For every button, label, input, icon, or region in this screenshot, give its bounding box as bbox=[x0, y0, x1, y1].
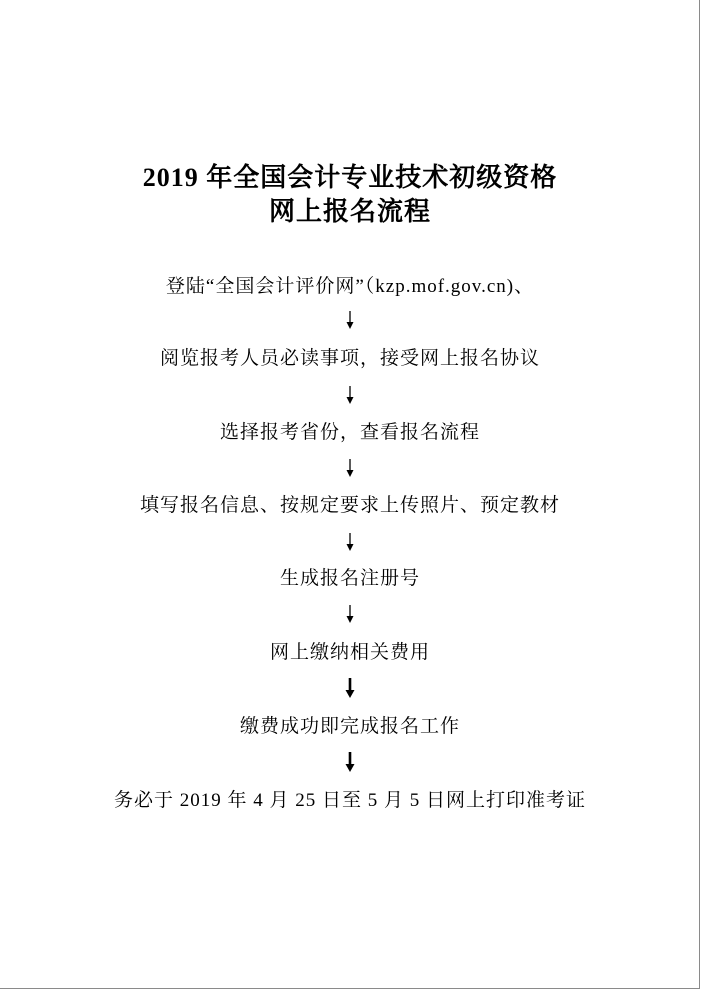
flow-step-print-admission-ticket: 务必于 2019 年 4 月 25 日至 5 月 5 日网上打印准考证 bbox=[113, 790, 586, 811]
flow-step-read-notice: 阅览报考人员必读事项，接受网上报名协议 bbox=[159, 348, 540, 369]
arrow-down-icon bbox=[344, 311, 356, 329]
arrow-down-icon bbox=[344, 386, 356, 404]
arrow-down-icon bbox=[344, 605, 356, 623]
flow-step-fill-info: 填写报名信息、按规定要求上传照片、预定教材 bbox=[139, 495, 560, 516]
document-title-line-2: 网上报名流程 bbox=[268, 197, 431, 226]
flow-step-complete: 缴费成功即完成报名工作 bbox=[239, 716, 460, 737]
document-title-line-1: 2019 年全国会计专业技术初级资格 bbox=[142, 163, 558, 192]
arrow-down-icon bbox=[344, 533, 356, 551]
flow-step-login: 登陆“全国会计评价网”（kzp.mof.gov.cn)、 bbox=[165, 276, 535, 297]
arrow-down-icon bbox=[344, 459, 356, 477]
flow-step-pay-fees: 网上缴纳相关费用 bbox=[269, 642, 430, 663]
flow-step-select-province: 选择报考省份，查看报名流程 bbox=[219, 422, 480, 443]
arrow-down-icon bbox=[344, 752, 356, 772]
arrow-down-icon bbox=[344, 678, 356, 698]
flow-step-registration-number: 生成报名注册号 bbox=[279, 568, 420, 589]
